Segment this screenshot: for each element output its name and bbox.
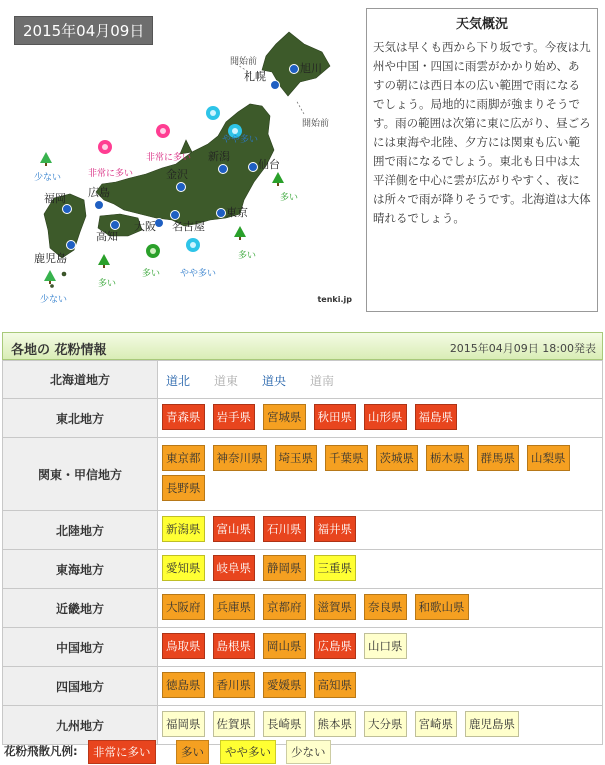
prefecture-badge[interactable]: 福岡県 — [162, 711, 205, 737]
table-row — [3, 361, 603, 399]
prefecture-badge[interactable]: 千葉県 — [325, 445, 368, 471]
region-name: 近畿地方 — [3, 589, 158, 628]
prefecture-badge[interactable]: 福島県 — [415, 404, 458, 430]
city-dot[interactable] — [216, 208, 226, 218]
city-nagoya[interactable]: 名古屋 — [172, 220, 205, 233]
city-kochi[interactable]: 高知 — [96, 230, 118, 243]
prefecture-badge[interactable]: 佐賀県 — [213, 711, 256, 737]
map-label-very-high: 非常に多い — [146, 153, 192, 163]
prefecture-badge[interactable]: 愛媛県 — [263, 672, 306, 698]
table-row — [3, 628, 603, 667]
region-prefectures — [158, 550, 603, 589]
region-prefectures — [158, 628, 603, 667]
prefecture-badge[interactable]: 香川県 — [213, 672, 256, 698]
map-label-very-high: 非常に多い — [88, 169, 134, 179]
prefecture-badge[interactable]: 岐阜県 — [213, 555, 256, 581]
city-dot[interactable] — [218, 164, 228, 174]
very-high-flower-icon — [96, 138, 114, 156]
city-kagoshima[interactable]: 鹿児島 — [34, 252, 67, 265]
start-before-note: 開始前 — [230, 57, 258, 67]
map-label-medium: やや多い — [180, 269, 217, 279]
pollen-legend — [4, 738, 604, 762]
weather-summary — [366, 8, 598, 312]
prefecture-badge[interactable]: 愛知県 — [162, 555, 205, 581]
prefecture-badge[interactable]: 山梨県 — [527, 445, 570, 471]
issued-time: 2015年04月09日 18:00発表 — [449, 342, 596, 355]
city-dot[interactable] — [94, 200, 104, 210]
map-label-medium: やや多い — [222, 135, 259, 145]
legend-low: 少ない — [286, 740, 331, 764]
table-row — [3, 399, 603, 438]
prefecture-badge[interactable]: 岡山県 — [263, 633, 306, 659]
region-name: 九州地方 — [3, 706, 158, 745]
prefecture-badge[interactable]: 鹿児島県 — [465, 711, 519, 737]
prefecture-badge[interactable]: 茨城県 — [376, 445, 419, 471]
table-row — [3, 550, 603, 589]
map-label-high: 多い — [98, 279, 117, 289]
prefecture-badge[interactable]: 三重県 — [314, 555, 357, 581]
prefecture-badge[interactable]: 長崎県 — [263, 711, 306, 737]
legend-title: 花粉飛散凡例: — [4, 744, 78, 758]
city-dot[interactable] — [248, 162, 258, 172]
region-name: 四国地方 — [3, 667, 158, 706]
legend-medium: やや多い — [220, 740, 276, 764]
table-row — [3, 511, 603, 550]
city-dot[interactable] — [176, 182, 186, 192]
prefecture-badge[interactable]: 広島県 — [314, 633, 357, 659]
low-tree-icon — [40, 152, 52, 166]
date-badge: 2015年04月09日 — [14, 16, 153, 45]
low-tree-icon — [44, 270, 56, 284]
city-niigata[interactable]: 新潟 — [208, 150, 230, 163]
prefecture-badge[interactable]: 鳥取県 — [162, 633, 205, 659]
high-tree-icon — [98, 254, 110, 268]
hokkaido-area[interactable]: 道北 — [166, 374, 191, 388]
very-high-flower-icon — [154, 122, 172, 140]
table-row — [3, 667, 603, 706]
prefecture-badge[interactable]: 長野県 — [162, 475, 205, 501]
city-hiroshima[interactable]: 広島 — [88, 186, 110, 199]
high-flower-icon — [144, 242, 162, 260]
region-prefectures — [158, 667, 603, 706]
summary-text: 天気は早くも西から下り坂です。今夜は九州や中国・四国に雨雲がかかり始め、あすの朝には西日本の広い範囲で雨になるでしょう。局地的に雨脚が強まりそうです。雨の範囲は次第に東に広がり、昼ごろには東海や北陸、夕方には関東も広い範囲で雨になるでしょう。東北も日中は太平洋側を中心に雲が広がりやすく、夜には所々で雨が降りそうです。北海道は大体晴れるでしょう。 — [373, 40, 591, 225]
prefecture-badge[interactable]: 青森県 — [162, 404, 205, 430]
table-row — [3, 589, 603, 628]
pollen-header — [2, 332, 603, 360]
prefecture-badge[interactable]: 島根県 — [213, 633, 256, 659]
region-name: 東北地方 — [3, 399, 158, 438]
region-prefectures — [158, 511, 603, 550]
tenki-credit: tenki.jp — [317, 295, 352, 304]
prefecture-badge[interactable]: 秋田県 — [314, 404, 357, 430]
prefecture-badge[interactable]: 埼玉県 — [275, 445, 318, 471]
map-label-high: 多い — [280, 193, 299, 203]
region-name: 東海地方 — [3, 550, 158, 589]
city-dot[interactable] — [270, 80, 280, 90]
prefecture-badge[interactable]: 奈良県 — [364, 594, 407, 620]
summary-title: 天気概況 — [455, 17, 508, 32]
prefecture-badge[interactable]: 栃木県 — [426, 445, 469, 471]
pollen-info — [2, 332, 603, 745]
city-dot[interactable] — [66, 240, 76, 250]
city-sendai[interactable]: 仙台 — [258, 158, 280, 171]
region-name: 北陸地方 — [3, 511, 158, 550]
region-prefectures — [158, 589, 603, 628]
city-asahikawa[interactable]: 旭川 — [300, 62, 322, 75]
prefecture-badge[interactable]: 山口県 — [364, 633, 407, 659]
prefecture-badge[interactable]: 京都府 — [263, 594, 306, 620]
prefecture-badge[interactable]: 東京都 — [162, 445, 205, 471]
weather-top — [0, 0, 605, 318]
prefecture-badge[interactable]: 大分県 — [364, 711, 407, 737]
prefecture-badge[interactable]: 富山県 — [213, 516, 256, 542]
legend-very-high: 非常に多い — [88, 740, 156, 764]
start-before-note: 開始前 — [302, 119, 330, 129]
city-dot[interactable] — [289, 64, 299, 74]
prefecture-badge[interactable]: 高知県 — [314, 672, 357, 698]
region-prefectures — [158, 399, 603, 438]
prefecture-badge[interactable]: 大阪府 — [162, 594, 205, 620]
prefecture-badge[interactable]: 宮崎県 — [415, 711, 458, 737]
hokkaido-areas — [158, 361, 603, 399]
map-label-low: 少ない — [34, 173, 62, 183]
prefecture-badge[interactable]: 静岡県 — [263, 555, 306, 581]
prefecture-badge[interactable]: 熊本県 — [314, 711, 357, 737]
pollen-map[interactable] — [4, 4, 362, 312]
map-label-high: 多い — [142, 269, 161, 279]
prefecture-badge[interactable]: 兵庫県 — [213, 594, 256, 620]
prefecture-badge[interactable]: 新潟県 — [162, 516, 205, 542]
pollen-title: 各地の 花粉情報 — [11, 343, 107, 358]
region-prefectures — [158, 438, 603, 511]
pollen-table — [2, 360, 603, 745]
hokkaido-area[interactable]: 道東 — [214, 374, 239, 388]
legend-high: 多い — [176, 740, 209, 764]
prefecture-badge[interactable]: 神奈川県 — [213, 445, 267, 471]
table-row — [3, 438, 603, 511]
prefecture-badge[interactable]: 福井県 — [314, 516, 357, 542]
prefecture-badge[interactable]: 和歌山県 — [415, 594, 469, 620]
prefecture-badge[interactable]: 岩手県 — [213, 404, 256, 430]
city-kanazawa[interactable]: 金沢 — [166, 168, 188, 181]
hokkaido-area[interactable]: 道央 — [262, 374, 287, 388]
prefecture-badge[interactable]: 徳島県 — [162, 672, 205, 698]
hokkaido-area[interactable]: 道南 — [310, 374, 335, 388]
map-label-high: 多い — [238, 251, 257, 261]
medium-flower-icon — [184, 236, 202, 254]
prefecture-badge[interactable]: 滋賀県 — [314, 594, 357, 620]
high-tree-icon — [234, 226, 246, 240]
city-osaka[interactable]: 大阪 — [134, 220, 156, 233]
map-label-low: 少ない — [40, 295, 68, 305]
prefecture-badge[interactable]: 群馬県 — [477, 445, 520, 471]
prefecture-badge[interactable]: 宮城県 — [263, 404, 306, 430]
city-tokyo[interactable]: 東京 — [226, 206, 248, 219]
prefecture-badge[interactable]: 山形県 — [364, 404, 407, 430]
city-sapporo[interactable]: 札幌 — [244, 70, 266, 83]
region-name: 北海道地方 — [3, 361, 158, 399]
region-name: 関東・甲信地方 — [3, 438, 158, 511]
city-fukuoka[interactable]: 福岡 — [44, 192, 66, 205]
prefecture-badge[interactable]: 石川県 — [263, 516, 306, 542]
high-tree-icon — [272, 172, 284, 186]
medium-flower-icon — [204, 104, 222, 122]
region-name: 中国地方 — [3, 628, 158, 667]
